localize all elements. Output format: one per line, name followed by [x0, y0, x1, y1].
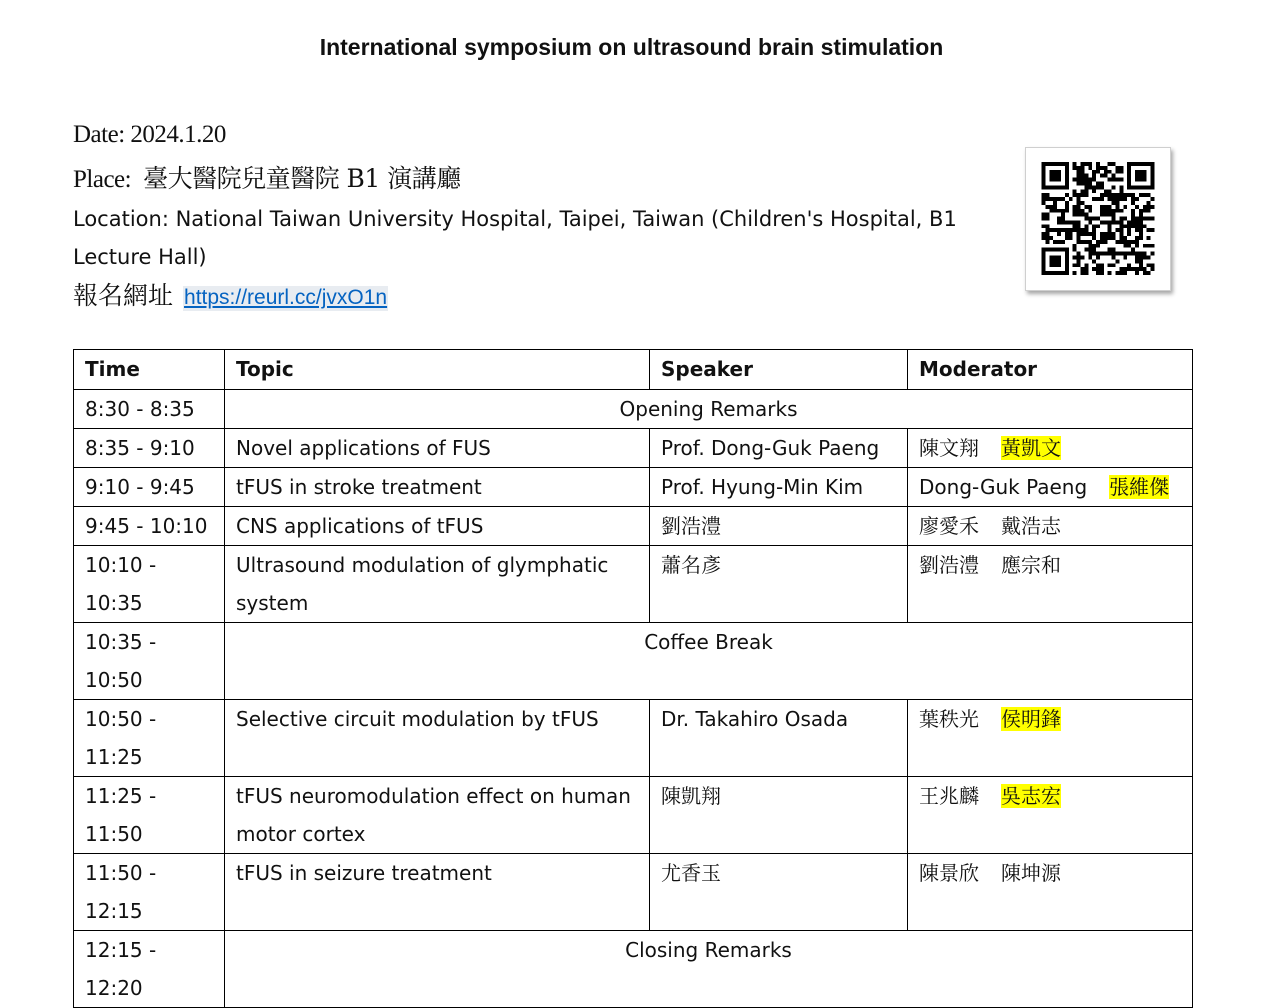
time-cell: 12:15 - 12:20	[74, 931, 225, 1008]
speaker-cell: 蕭名彥	[650, 546, 908, 623]
header-speaker: Speaker	[650, 350, 908, 390]
time-cell: 8:30 - 8:35	[74, 390, 225, 429]
moderator-cell	[908, 854, 1193, 931]
topic-cell: Ultrasound modulation of glymphatic system	[225, 546, 650, 623]
header-topic: Topic	[225, 350, 650, 390]
moderator-primary: 廖愛禾	[919, 514, 979, 538]
table-row	[74, 854, 1193, 931]
span-cell: Closing Remarks	[225, 931, 1193, 1008]
schedule-table	[73, 349, 1193, 1008]
table-row	[74, 390, 1193, 429]
moderator-secondary: 張維傑	[1109, 475, 1170, 499]
topic-cell: Selective circuit modulation by tFUS	[225, 700, 650, 777]
event-location: Location: National Taiwan University Hospital, Taipei, Taiwan (Children's Hospital, B1 Lecture Hall)	[73, 207, 957, 269]
moderator-cell	[908, 546, 1193, 623]
registration-link[interactable]: https://reurl.cc/jvxO1n	[184, 286, 388, 309]
topic-cell: tFUS in seizure treatment	[225, 854, 650, 931]
moderator-primary: 劉浩澧	[919, 553, 979, 577]
time-cell: 10:35 - 10:50	[74, 623, 225, 700]
moderator-secondary: 應宗和	[1001, 553, 1061, 577]
moderator-cell	[908, 429, 1193, 468]
table-header-row	[74, 350, 1193, 390]
time-cell: 9:10 - 9:45	[74, 468, 225, 507]
moderator-secondary: 戴浩志	[1001, 514, 1061, 538]
moderator-cell	[908, 468, 1193, 507]
topic-cell: Novel applications of FUS	[225, 429, 650, 468]
moderator-secondary: 黃凱文	[1001, 436, 1061, 460]
place-label: Place:	[73, 166, 132, 193]
topic-cell: CNS applications of tFUS	[225, 507, 650, 546]
time-cell: 9:45 - 10:10	[74, 507, 225, 546]
header-moderator: Moderator	[908, 350, 1193, 390]
topic-cell: tFUS neuromodulation effect on human motor cortex	[225, 777, 650, 854]
table-row	[74, 468, 1193, 507]
event-place	[73, 159, 461, 195]
table-row	[74, 507, 1193, 546]
table-row	[74, 700, 1193, 777]
speaker-cell: Prof. Hyung-Min Kim	[650, 468, 908, 507]
time-cell: 11:50 - 12:15	[74, 854, 225, 931]
event-date: Date: 2024.1.20	[73, 121, 226, 148]
table-row	[74, 429, 1193, 468]
time-cell: 10:10 - 10:35	[74, 546, 225, 623]
registration-label: 報名網址	[73, 281, 174, 310]
speaker-cell: 劉浩澧	[650, 507, 908, 546]
moderator-secondary: 陳坤源	[1001, 861, 1061, 885]
header-time: Time	[74, 350, 225, 390]
qr-code-icon[interactable]	[1025, 147, 1171, 291]
moderator-secondary: 吳志宏	[1001, 784, 1061, 808]
moderator-primary: Dong-Guk Paeng	[919, 475, 1088, 499]
table-row	[74, 546, 1193, 623]
time-cell: 11:25 - 11:50	[74, 777, 225, 854]
qr-code-graphic	[1040, 162, 1156, 275]
moderator-primary: 陳文翔	[919, 436, 979, 460]
moderator-primary: 陳景欣	[919, 861, 979, 885]
speaker-cell: Dr. Takahiro Osada	[650, 700, 908, 777]
moderator-cell	[908, 507, 1193, 546]
span-cell: Coffee Break	[225, 623, 1193, 700]
moderator-cell	[908, 777, 1193, 854]
time-cell: 10:50 - 11:25	[74, 700, 225, 777]
span-cell: Opening Remarks	[225, 390, 1193, 429]
registration-line	[73, 276, 388, 312]
moderator-secondary: 侯明鋒	[1001, 707, 1061, 731]
table-row	[74, 777, 1193, 854]
speaker-cell: Prof. Dong-Guk Paeng	[650, 429, 908, 468]
moderator-primary: 葉秩光	[919, 707, 979, 731]
table-row	[74, 623, 1193, 700]
moderator-primary: 王兆麟	[919, 784, 979, 808]
speaker-cell: 尤香玉	[650, 854, 908, 931]
speaker-cell: 陳凱翔	[650, 777, 908, 854]
time-cell: 8:35 - 9:10	[74, 429, 225, 468]
document-title: International symposium on ultrasound brain stimulation	[319, 34, 944, 60]
topic-cell: tFUS in stroke treatment	[225, 468, 650, 507]
moderator-cell	[908, 700, 1193, 777]
place-value: 臺大醫院兒童醫院 B1 演講廳	[143, 164, 461, 193]
table-row	[74, 931, 1193, 1008]
